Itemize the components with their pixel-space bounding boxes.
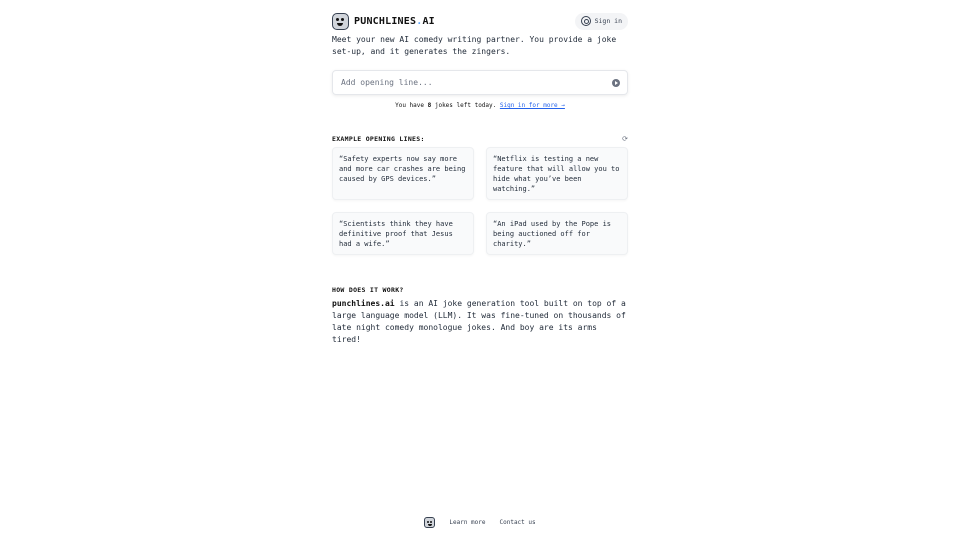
intro-text: Meet your new AI comedy writing partner. You provide a joke set-up, and it generates the zingers.	[332, 35, 617, 56]
refresh-icon[interactable]: ⟳	[622, 135, 628, 143]
contact-us-link[interactable]: Contact us	[499, 519, 536, 526]
example-card[interactable]: “Netflix is testing a new feature that will allow you to hide what you’ve been watching.”	[486, 147, 628, 200]
logo[interactable]	[332, 13, 435, 30]
submit-arrow-icon[interactable]	[612, 79, 620, 87]
how-it-works	[332, 286, 628, 346]
examples-heading: EXAMPLE OPENING LINES:	[332, 135, 425, 143]
robot-logo-icon[interactable]	[424, 517, 435, 528]
main-content	[332, 12, 628, 346]
how-text: punchlines.ai is an AI joke generation tool built on top of a large language model (LLM). It was fine-tuned on thousands of late night comedy monologue jokes. And boy are its arms tired!	[332, 299, 626, 344]
sign-in-button[interactable]	[575, 13, 628, 30]
examples-grid	[332, 147, 628, 255]
quota-text: You have 8 jokes left today. Sign in for more →	[395, 102, 565, 109]
opening-line-input[interactable]	[341, 78, 591, 87]
learn-more-link[interactable]: Learn more	[449, 519, 486, 526]
user-circle-icon	[581, 16, 591, 26]
example-card[interactable]: “An iPad used by the Pope is being auctioned off for charity.”	[486, 212, 628, 255]
sign-in-for-more-link[interactable]: Sign in for more →	[499, 102, 565, 109]
example-card[interactable]: “Scientists think they have definitive proof that Jesus had a wife.”	[332, 212, 474, 255]
header	[332, 12, 628, 30]
example-card[interactable]: “Safety experts now say more and more car crashes are being caused by GPS devices.”	[332, 147, 474, 200]
how-heading: HOW DOES IT WORK?	[332, 286, 404, 294]
footer	[0, 517, 960, 528]
sign-in-label: Sign in	[594, 17, 622, 25]
robot-logo-icon	[332, 13, 349, 30]
jokes-left-count: 8	[427, 102, 432, 109]
opening-line-box	[332, 70, 628, 95]
brand-name: PUNCHLINES.AI	[354, 15, 435, 27]
